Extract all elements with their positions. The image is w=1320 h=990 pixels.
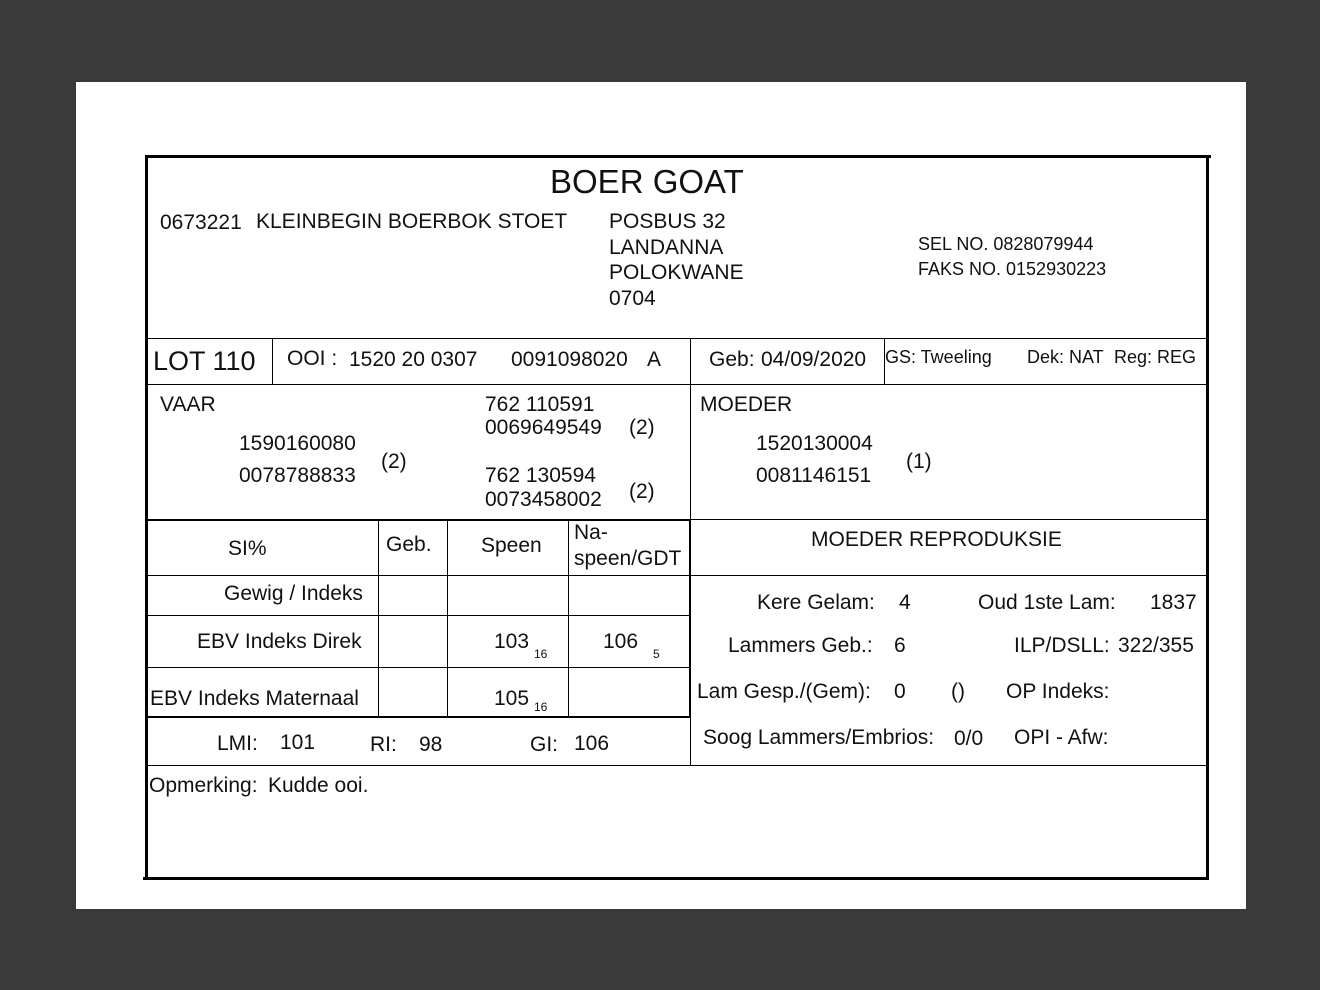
opi-label: OPI - Afw: [1014, 726, 1109, 749]
row-label-gewig: Gewig / Indeks [224, 582, 363, 605]
rule-direk [148, 667, 691, 668]
rule-maternaal [148, 716, 691, 718]
op-label: OP Indeks: [1006, 680, 1110, 703]
ilp-value: 322/355 [1118, 634, 1194, 657]
lammers-label: Lammers Geb.: [728, 634, 873, 657]
rule-indices [148, 765, 1206, 766]
kere-label: Kere Gelam: [757, 591, 875, 614]
address-line-1: POSBUS 32 [609, 210, 726, 233]
dam-label: MOEDER [700, 393, 793, 416]
frame-bottom [143, 877, 1209, 880]
reg-value: Reg: REG [1114, 347, 1197, 367]
speen-header: Speen [481, 534, 542, 557]
rule-gewig [148, 615, 691, 616]
rule-pedigree-right [691, 519, 1206, 520]
fax-number: FAKS NO. 0152930223 [918, 259, 1107, 279]
address-line-4: 0704 [609, 287, 656, 310]
direk-speen-count: 16 [534, 647, 548, 661]
remarks-text: Kudde ooi. [268, 774, 369, 797]
dam-reg: 0081146151 [756, 464, 872, 487]
lot-label: LOT 110 [153, 346, 256, 376]
sire-count: (2) [381, 450, 407, 473]
dam-count: (1) [906, 450, 932, 473]
maternaal-speen-value: 105 [494, 687, 530, 710]
geb-header: Geb. [386, 533, 432, 556]
dam-id: 1520130004 [756, 432, 873, 455]
gi-label: GI: [530, 733, 559, 756]
remarks-label: Opmerking: [149, 774, 258, 797]
dek-value: Dek: NAT [1027, 347, 1104, 367]
direk-speen-value: 103 [494, 630, 530, 653]
lmi-value: 101 [280, 731, 316, 754]
sire-id: 1590160080 [239, 432, 356, 455]
sire-sire-id: 762 110591 [485, 393, 595, 416]
vrule-lot [272, 338, 273, 384]
sire-reg: 0078788833 [239, 464, 356, 487]
phone-number: SEL NO. 0828079944 [918, 234, 1094, 254]
vrule-perf-1 [378, 521, 379, 718]
kere-value: 4 [899, 591, 911, 614]
ooi-grade: A [647, 348, 662, 371]
row-label-ebv-maternaal: EBV Indeks Maternaal [150, 687, 359, 710]
geb-label: Geb: [709, 348, 755, 371]
address-line-3: POLOKWANE [609, 261, 744, 284]
naspeen-header-1: Na- [574, 521, 608, 544]
card-title: BOER GOAT [550, 163, 744, 200]
vrule-perf-4 [689, 521, 691, 718]
gi-value: 106 [574, 732, 610, 755]
soog-label: Soog Lammers/Embrios: [703, 726, 935, 749]
sire-sire-reg: 0069649549 [485, 416, 602, 439]
lmi-label: LMI: [217, 732, 258, 755]
address-line-2: LANDANNA [609, 236, 724, 259]
oud-value: 1837 [1150, 591, 1197, 614]
geb-date: 04/09/2020 [761, 348, 867, 371]
sire-dam-count: (2) [629, 480, 655, 503]
rule-header [148, 338, 1206, 339]
lammers-value: 6 [894, 634, 906, 657]
sire-dam-reg: 0073458002 [485, 488, 602, 511]
ri-value: 98 [419, 733, 443, 756]
row-label-ebv-direk: EBV Indeks Direk [197, 630, 362, 653]
direk-naspeen-value: 106 [603, 630, 639, 653]
oud-label: Oud 1ste Lam: [978, 591, 1116, 614]
sire-sire-count: (2) [629, 416, 655, 439]
lamgesp-value: 0 [894, 680, 906, 703]
breeder-number: 0673221 [160, 211, 242, 234]
ilp-label: ILP/DSLL: [1014, 634, 1110, 657]
vrule-perf-2 [447, 521, 448, 718]
gs-value: GS: Tweeling [885, 347, 992, 367]
rule-perf-header [148, 575, 1206, 576]
reproduction-title: MOEDER REPRODUKSIE [811, 528, 1062, 551]
maternaal-speen-count: 16 [534, 700, 548, 714]
frame-left [145, 155, 148, 880]
sire-dam-id: 762 130594 [485, 464, 596, 487]
direk-naspeen-count: 5 [653, 647, 660, 661]
ooi-id: 1520 20 0307 [349, 348, 478, 371]
rule-pedigree-left [148, 519, 691, 521]
naspeen-header-2: speen/GDT [574, 547, 682, 570]
lamgesp-label: Lam Gesp./(Gem): [697, 680, 871, 703]
lamgesp-gem: () [951, 680, 965, 703]
frame-top [145, 155, 1211, 158]
breeder-name: KLEINBEGIN BOERBOK STOET [256, 210, 568, 233]
rule-lot [148, 384, 1206, 385]
si-header: SI% [228, 537, 267, 560]
ooi-label: OOI : [287, 347, 338, 370]
soog-value: 0/0 [954, 727, 984, 750]
frame-right [1206, 155, 1209, 880]
ri-label: RI: [370, 733, 397, 756]
sire-label: VAAR [160, 393, 216, 416]
vrule-perf-3 [568, 521, 569, 718]
ooi-reg: 0091098020 [511, 348, 628, 371]
